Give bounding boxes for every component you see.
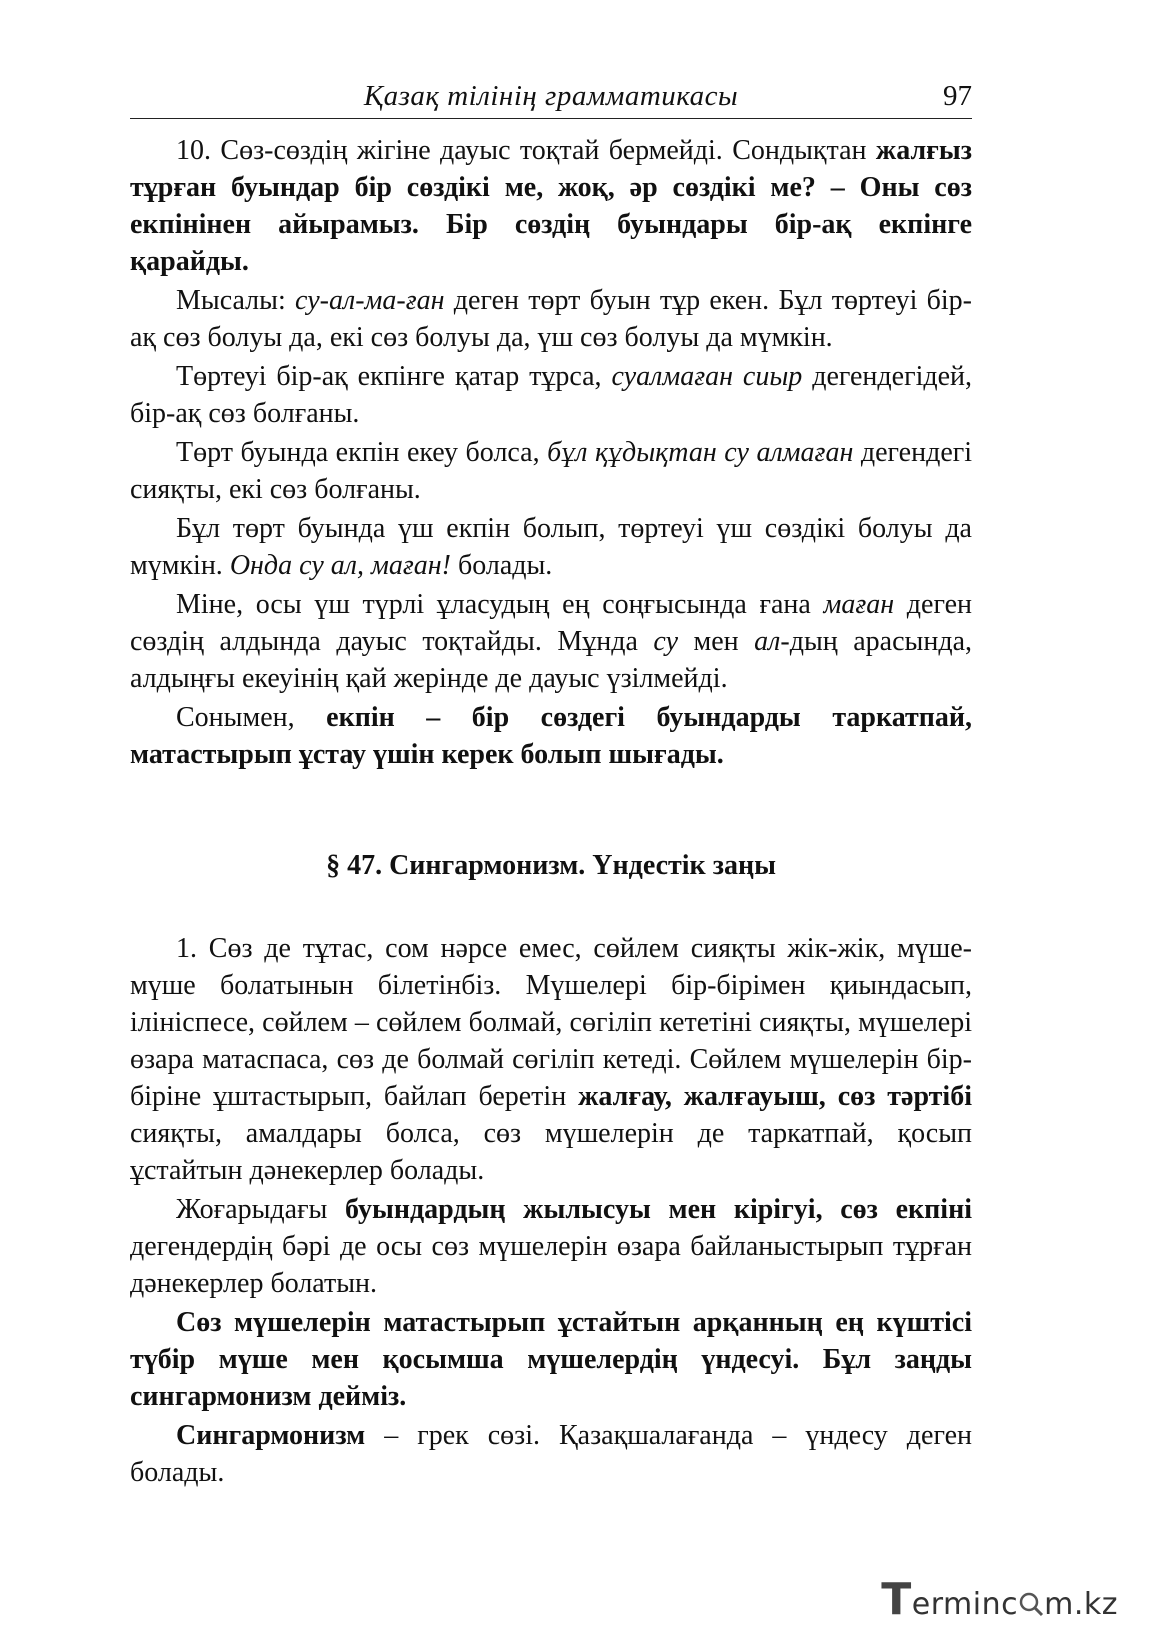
paragraph [130, 930, 972, 1189]
text-run: мен [678, 626, 755, 657]
text-run: деген төрт буын тұр екен. Бұл төртеуі бір-ақ сөз болуы да, екі сөз болуы да, үш сөз болуы да мүмкін. [130, 285, 973, 353]
bold-text: екпін – бір сөздегі буындарды таркатпай, матастырып ұстау үшін керек болып шығады. [130, 702, 972, 770]
text-run: Бұл төрт буында үш екпін болып, төртеуі үш сөздікі болуы да мүмкін. [130, 513, 972, 581]
watermark-tail: m.kz [1044, 1587, 1118, 1622]
paragraph [130, 282, 972, 356]
watermark-first-letter: T [881, 1574, 912, 1625]
watermark-logo [881, 1574, 1118, 1625]
paragraph [130, 132, 972, 280]
bold-text: Сингармонизм [176, 1420, 366, 1451]
text-run: сияқты, амалдары болса, сөз мүшелерін де таркатпай, қосып ұстайтын дәнекерлер болады. [130, 1118, 972, 1186]
italic-text: су-ал-ма-ған [295, 285, 445, 316]
text-run: 1. Сөз де тұтас, сом нәрсе емес, сөйлем сияқты жік-жік, мүше-мүше болатынын білетінбіз. Мүшелері бір-бірімен қиындасып, ілініспесе, сөйлем – сөйлем болмай, сөгіліп кететіні сияқты, мүшелері өзара матаспаса, сөз де болмай сөгіліп кетеді. Сөйлем мүшелерін бір-біріне ұштастырып, байлап беретін [130, 933, 972, 1112]
running-header [130, 78, 972, 119]
italic-text: су [653, 626, 679, 657]
text-run: Төрт буында екпін екеу болса, [176, 437, 548, 468]
paragraph [130, 1191, 972, 1302]
bold-text: буындардың жылысуы мен кірігуі, сөз екпіні [345, 1194, 972, 1225]
text-run: дегендегі сияқты, екі сөз болғаны. [130, 437, 973, 505]
text-run: дегендегідей, бір-ақ сөз болғаны. [130, 361, 973, 429]
text-run: дегендердің бәрі де осы сөз мүшелерін өзара байланыстырып тұрған дәнекерлер болатын. [130, 1231, 972, 1299]
text-run: -дың арасында, алдыңғы екеуінің қай жерінде де дауыс үзілмейді. [130, 626, 973, 694]
page-body [130, 132, 972, 1493]
magnifier-o-icon [1018, 1587, 1044, 1622]
text-run: – грек сөзі. Қазақшалағанда – үндесу деген болады. [130, 1420, 972, 1488]
paragraph [130, 1417, 972, 1491]
watermark-text: erminc [911, 1587, 1019, 1622]
text-run: Сонымен, [176, 702, 327, 733]
paragraph [130, 510, 972, 584]
italic-text: ал [754, 626, 781, 657]
italic-text: суалмаған сиыр [611, 361, 803, 392]
text-run: Міне, осы үш түрлі ұласудың ең соңғысында ғана [176, 589, 824, 620]
italic-text: бұл құдықтан су алмаған [547, 437, 854, 468]
page-number: 97 [943, 80, 972, 112]
text-run: Жоғарыдағы [176, 1194, 346, 1225]
paragraph [130, 1304, 972, 1415]
text-run: Төртеуі бір-ақ екпінге қатар тұрса, [176, 361, 612, 392]
book-title: Қазақ тілінің грамматикасы [363, 80, 739, 112]
text-run: 10. Сөз-сөздің жігіне дауыс тоқтай бермейді. Сондықтан [176, 135, 876, 166]
bold-text: жалғыз тұрған буындар бір сөздікі ме, жоқ, әр сөздікі ме? – Оны сөз екпінінен айырамыз. Бір сөздің буындары бір-ақ екпінге қарайды. [130, 135, 972, 277]
italic-text: Онда су ал, маған! [229, 550, 451, 581]
paragraph [130, 434, 972, 508]
italic-text: маған [823, 589, 895, 620]
bold-text: Сөз мүшелерін матастырып ұстайтын арқанның ең күштісі түбір мүше мен қосымша мүшелердің үндесуі. Бұл заңды сингармонизм дейміз. [130, 1307, 972, 1412]
paragraph [130, 358, 972, 432]
section-heading: § 47. Сингармонизм. Үндестік заңы [326, 850, 776, 881]
paragraph [130, 699, 972, 773]
text-run: деген сөздің алдында дауыс тоқтайды. Мұнда [130, 589, 973, 657]
text-run: Мысалы: [176, 285, 295, 316]
paragraph [130, 586, 972, 697]
bold-text: жалғау, жалғауыш, сөз тәртібі [578, 1081, 972, 1112]
text-run: болады. [450, 550, 553, 581]
